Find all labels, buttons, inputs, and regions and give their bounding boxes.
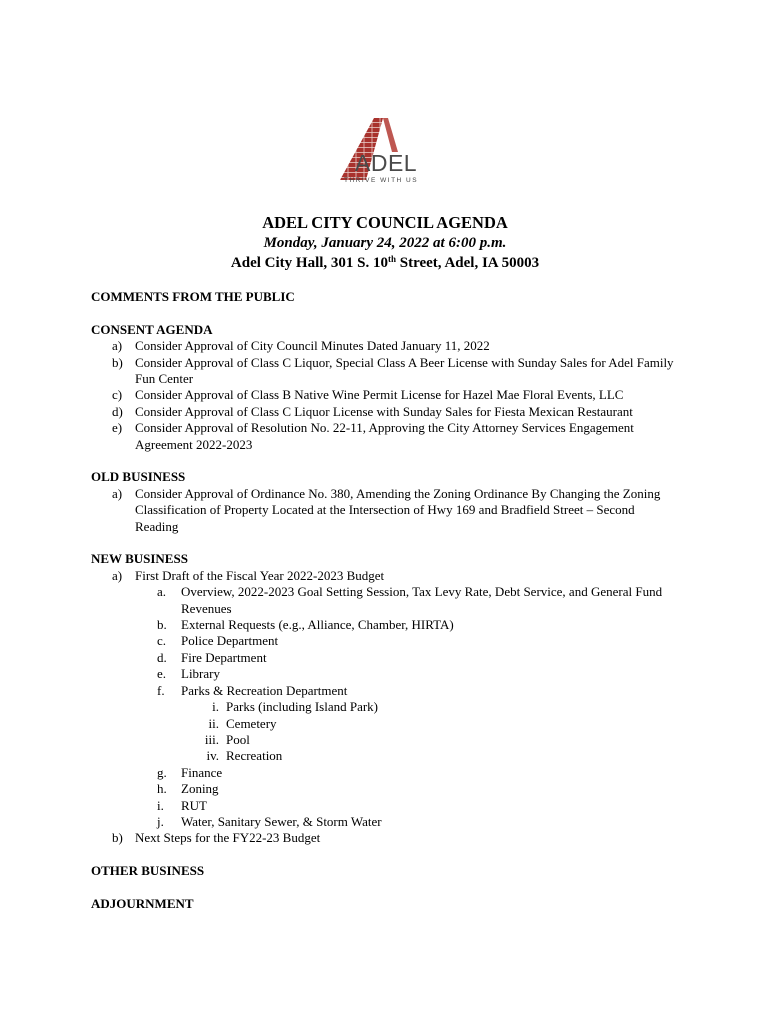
sub-item-marker: j.	[157, 813, 164, 829]
agenda-item	[91, 387, 681, 403]
agenda-item	[91, 420, 681, 453]
sub-item-marker: f.	[157, 682, 165, 698]
logo-wordmark: ADEL	[355, 150, 418, 176]
sub-item	[91, 633, 681, 649]
sub-item-text: Police Department	[181, 633, 279, 649]
agenda-body	[91, 289, 681, 929]
sub-item-marker: e.	[157, 666, 167, 682]
agenda-item	[91, 568, 681, 584]
sub-item	[91, 617, 681, 633]
sub-sub-item-text: Cemetery	[226, 715, 277, 731]
address-superscript: th	[388, 254, 397, 264]
sub-item-marker: g.	[157, 764, 167, 780]
agenda-item	[91, 486, 681, 535]
agenda-item	[91, 338, 681, 354]
section-new-business	[91, 551, 681, 846]
agenda-header	[0, 213, 770, 273]
sub-sub-item	[91, 748, 681, 764]
sub-item	[91, 584, 681, 617]
item-marker: a)	[112, 567, 123, 583]
item-marker: b)	[112, 354, 123, 370]
sub-item-text: Fire Department	[181, 649, 267, 665]
item-marker: b)	[112, 830, 123, 846]
sub-item	[91, 650, 681, 666]
sub-sub-item-text: Pool	[226, 731, 250, 747]
item-marker: c)	[112, 387, 123, 403]
sub-item	[91, 765, 681, 781]
item-text: Next Steps for the FY22-23 Budget	[135, 830, 321, 846]
sub-item	[91, 683, 681, 699]
meeting-address	[0, 253, 770, 273]
sub-item-marker: h.	[157, 781, 167, 797]
sub-item-marker: i.	[157, 797, 164, 813]
meeting-date: Monday, January 24, 2022 at 6:00 p.m.	[263, 235, 507, 251]
sub-item-text: Parks & Recreation Department	[181, 682, 348, 698]
section-public-comments	[91, 289, 681, 305]
section-adjournment	[91, 896, 681, 912]
item-marker: a)	[112, 338, 123, 354]
sub-sub-item-text: Parks (including Island Park)	[226, 699, 379, 715]
sub-item	[91, 798, 681, 814]
sub-item	[91, 814, 681, 830]
sub-sub-item	[91, 716, 681, 732]
item-marker: a)	[112, 485, 123, 501]
sub-item	[91, 666, 681, 682]
sub-item-marker: c.	[157, 633, 167, 649]
item-marker: d)	[112, 403, 123, 419]
section-title: ADJOURNMENT	[91, 895, 194, 911]
item-text: Consider Approval of Ordinance No. 380, Amending the Zoning Ordinance By Changing the Zoning Classification of Property Located at the Intersection of Hwy 169 and Bradfield Street – Second Reading	[135, 485, 661, 534]
agenda-item	[91, 404, 681, 420]
sub-item-marker: d.	[157, 649, 167, 665]
sub-item-marker: b.	[157, 617, 167, 633]
section-title: COMMENTS FROM THE PUBLIC	[91, 289, 295, 304]
sub-sub-item-marker: iv.	[206, 748, 219, 764]
sub-item-text: Finance	[181, 764, 223, 780]
sub-item-marker: a.	[157, 584, 167, 600]
agenda-title: ADEL CITY COUNCIL AGENDA	[262, 213, 508, 232]
sub-sub-item	[91, 699, 681, 715]
item-text: Consider Approval of Class C Liquor License with Sunday Sales for Fiesta Mexican Restaurant	[135, 403, 633, 419]
item-text: Consider Approval of Class C Liquor, Special Class A Beer License with Sunday Sales for Adel Family Fun Center	[135, 354, 674, 387]
sub-item-text: Library	[181, 666, 220, 682]
item-text: Consider Approval of City Council Minutes Dated January 11, 2022	[135, 338, 490, 354]
item-marker: e)	[112, 420, 123, 436]
item-text: Consider Approval of Class B Native Wine Permit License for Hazel Mae Floral Events, LLC	[135, 387, 624, 403]
sub-item-text: Water, Sanitary Sewer, & Storm Water	[181, 813, 382, 829]
sub-item-text: External Requests (e.g., Alliance, Chamber, HIRTA)	[181, 617, 454, 633]
section-title: OLD BUSINESS	[91, 469, 186, 485]
sub-sub-item	[91, 732, 681, 748]
sub-item-text: Overview, 2022-2023 Goal Setting Session, Tax Levy Rate, Debt Service, and General Fund Revenues	[181, 584, 663, 616]
address-text: Adel City Hall, 301 S. 10	[230, 255, 388, 271]
sub-sub-item-marker: ii.	[208, 715, 219, 731]
sub-sub-item-text: Recreation	[226, 748, 283, 764]
section-consent-agenda	[91, 322, 681, 453]
section-other-business	[91, 863, 681, 879]
sub-sub-item-marker: i.	[212, 699, 219, 715]
agenda-item	[91, 830, 681, 846]
item-text: Consider Approval of Resolution No. 22-11, Approving the City Attorney Services Engagement Agreement 2022-2023	[135, 420, 634, 452]
agenda-item	[91, 355, 681, 388]
sub-item	[91, 781, 681, 797]
sub-sub-item-marker: iii.	[204, 731, 219, 747]
sub-item-text: Zoning	[181, 781, 219, 797]
section-title: NEW BUSINESS	[91, 551, 188, 567]
sub-item-text: RUT	[181, 797, 207, 813]
address-text-end: Street, Adel, IA 50003	[396, 255, 540, 271]
section-title: CONSENT AGENDA	[91, 321, 213, 337]
item-text: First Draft of the Fiscal Year 2022-2023 Budget	[135, 567, 385, 583]
logo-tagline: THRIVE WITH US	[344, 177, 419, 184]
section-title: OTHER BUSINESS	[91, 863, 205, 879]
section-old-business	[91, 469, 681, 535]
